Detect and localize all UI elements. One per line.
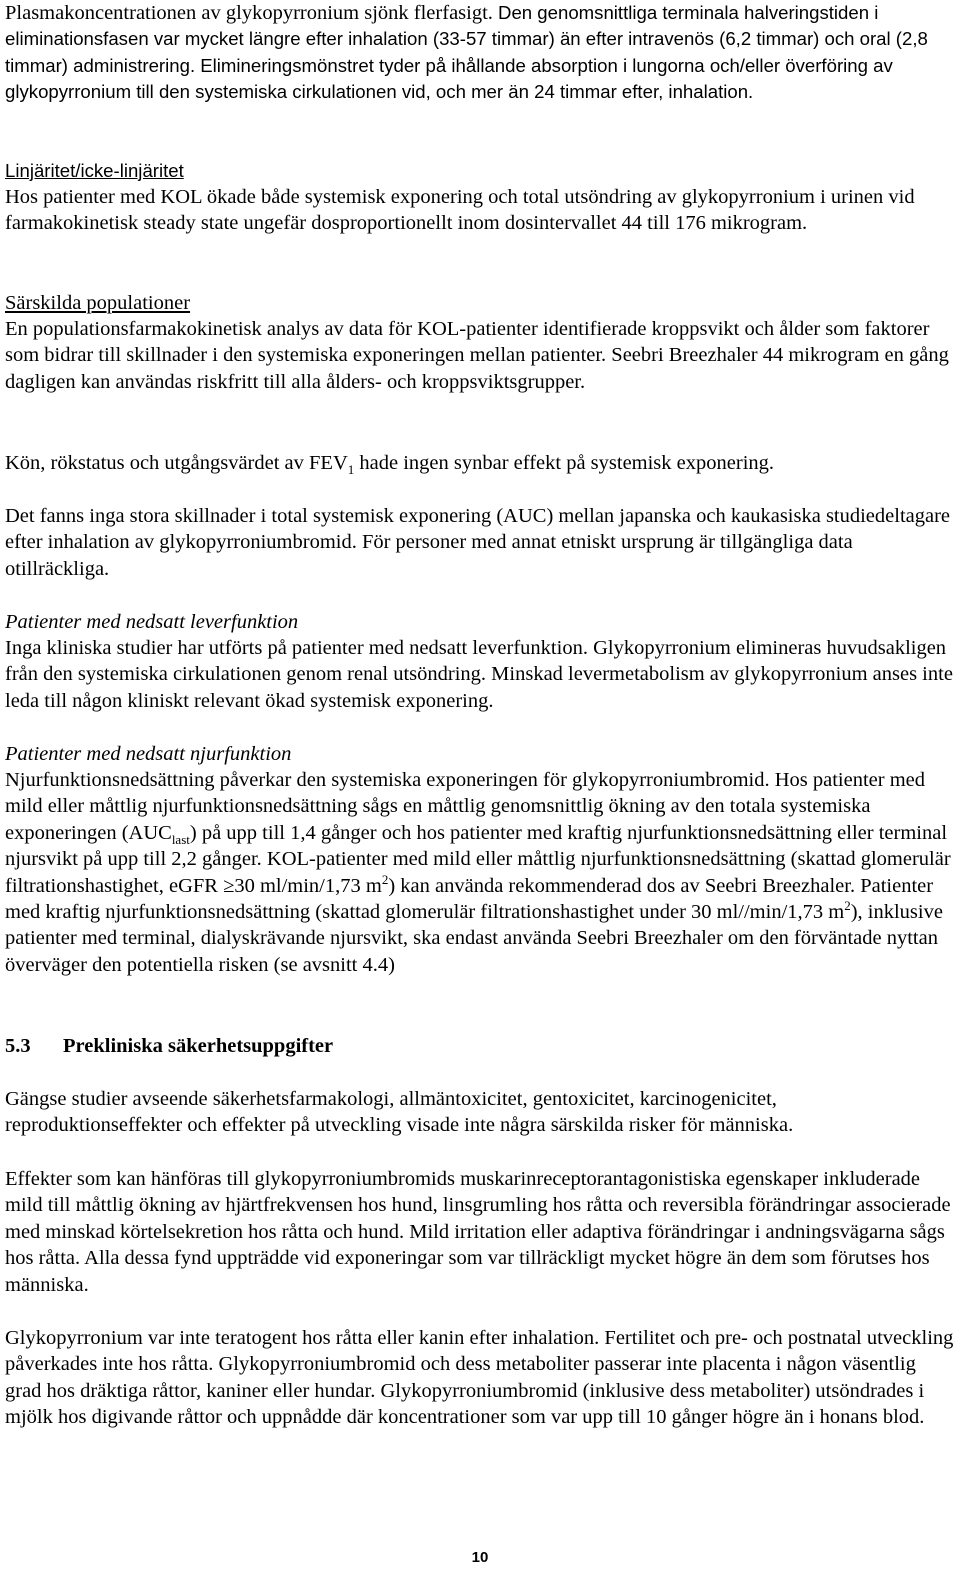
liver-heading: Patienter med nedsatt leverfunktion — [5, 611, 299, 633]
linearity-body: Hos patienter med KOL ökade både systemisk exponering och total utsöndring av glykopyrronium i urinen vid farmakokinetisk steady state ungefär dosproportionellt inom dosintervallet 44 till 176 mikrogram. — [5, 186, 915, 235]
kidney-heading: Patienter med nedsatt njurfunktion — [5, 743, 292, 765]
preclinical-paragraph-3: Glykopyrronium var inte teratogent hos råtta eller kanin efter inhalation. Fertilitet och pre- och postnatal utveckling påverkades inte hos råtta. Glykopyrroniumbromid och dess metaboliter passerar inte placenta i någon väsentlig grad hos dräktiga råttor, kaniner eller hundar. Glykopyrroniumbromid (inklusive dess metaboliter) utsöndrades i mjölk hos digivande råttor och uppnådde där koncentrationer som var upp till 10 gånger högre än i honans blod. — [5, 1327, 954, 1429]
pk-paragraph — [5, 0, 955, 106]
preclinical-paragraph-1: Gängse studier avseende säkerhetsfarmakologi, allmäntoxicitet, gentoxicitet, karcinogenicitet, reproduktionseffekter och effekter på utveckling visade inte några särskilda risker för människa. — [5, 1088, 794, 1137]
fev-paragraph — [5, 450, 955, 476]
pk-text-b: Den genomsnittliga terminala halveringstiden i eliminationsfasen var mycket längre efter inhalation (33-57 timmar) än efter intravenös (6,2 timmar) och oral (2,8 timmar) administrering. Elimineringsmönstret tyder på ihållande absorption i lungorna och/eller överföring av glykopyrronium till den systemiska cirkulationen vid, och mer än 24 timmar efter, inhalation. — [5, 2, 928, 103]
kidney-text-1: Njurfunktionsnedsättning påverkar den systemiska exponeringen för glykopyrroniumbromid. Hos patienter med mild eller måttlig njurfunktionsnedsättning sågs en måttlig genomsnittlig ökning av den totala systemiska exponeringen (AUC — [5, 769, 926, 844]
superscript-2b: 2 — [844, 898, 851, 914]
superscript-2: 2 — [381, 871, 389, 887]
section-number: 5.3 — [5, 1035, 31, 1057]
section-title: Prekliniska säkerhetsuppgifter — [63, 1035, 334, 1057]
pk-text-a: Plasmakoncentrationen av glykopyrronium sjönk flerfasigt. — [5, 2, 499, 24]
fev-subscript: 1 — [347, 462, 355, 478]
kidney-body — [5, 767, 955, 978]
kidney-text-2: ) på upp till 1,4 gånger och hos patienter med kraftig njurfunktionsnedsättning eller terminal njursvikt på upp till 2,2 gånger. KOL-patienter med mild eller måttlig njurfunktionsnedsättning (skattad glomerulär filtrationshastighet, eGFR ≥30 ml/min/1,73 m — [5, 821, 951, 897]
linearity-heading: Linjäritet/icke-linjäritet — [5, 160, 184, 181]
fev-text: Kön, rökstatus och utgångsvärdet av FEV — [5, 452, 348, 474]
liver-body: Inga kliniska studier har utförts på patienter med nedsatt leverfunktion. Glykopyrronium elimineras huvudsakligen från den systemiska cirkulationen genom renal utsöndring. Minskad levermetabolism av glykopyrronium anses inte leda till någon kliniskt relevant ökad systemisk exponering. — [5, 637, 953, 712]
populations-body: En populationsfarmakokinetisk analys av data för KOL-patienter identifierade kroppsvikt och ålder som faktorer som bidrar till skillnader i den systemiska exponeringen mellan patienter. Seebri Breezhaler 44 mikrogram en gång dagligen kan användas riskfritt till alla ålders- och kroppsviktsgrupper. — [5, 318, 949, 393]
preclinical-paragraph-2: Effekter som kan hänföras till glykopyrroniumbromids muskarinreceptorantagonistiska egenskaper inkluderade mild till måttlig ökning av hjärtfrekvensen hos hund, linsgrumling hos råtta och reversibla förändringar associerade med minskad körtelsekretion hos råtta och hund. Mild irritation eller adaptiva förändringar i andningsvägarna sågs hos råtta. Alla dessa fynd uppträdde vid exponeringar som var tillräckligt mycket högre än dem som förutses hos människa. — [5, 1168, 951, 1296]
page-number: 10 — [471, 1549, 489, 1566]
kidney-text-4: ), inklusive patienter med terminal, dialyskrävande njursvikt, ska endast använda Seebri Breezhaler om den förväntade nyttan överväger den potentiella risken (se avsnitt 4.4) — [5, 901, 943, 976]
fev-text-post: hade ingen synbar effekt på systemisk exponering. — [354, 452, 775, 474]
section-heading — [5, 1033, 955, 1059]
auc-paragraph: Det fanns inga stora skillnader i total systemisk exponering (AUC) mellan japanska och kaukasiska studiedeltagare efter inhalation av glykopyrroniumbromid. För personer med annat etniskt ursprung är tillgängliga data otillräckliga. — [5, 505, 951, 580]
auc-last-subscript: last — [171, 831, 190, 847]
populations-heading: Särskilda populationer — [5, 292, 191, 314]
kidney-text-3: ) kan använda rekommenderad dos av Seebri Breezhaler. Patienter med kraftig njurfunktionsnedsättning (skattad glomerulär filtrationshastighet under 30 ml//min/1,73 m — [5, 874, 934, 924]
